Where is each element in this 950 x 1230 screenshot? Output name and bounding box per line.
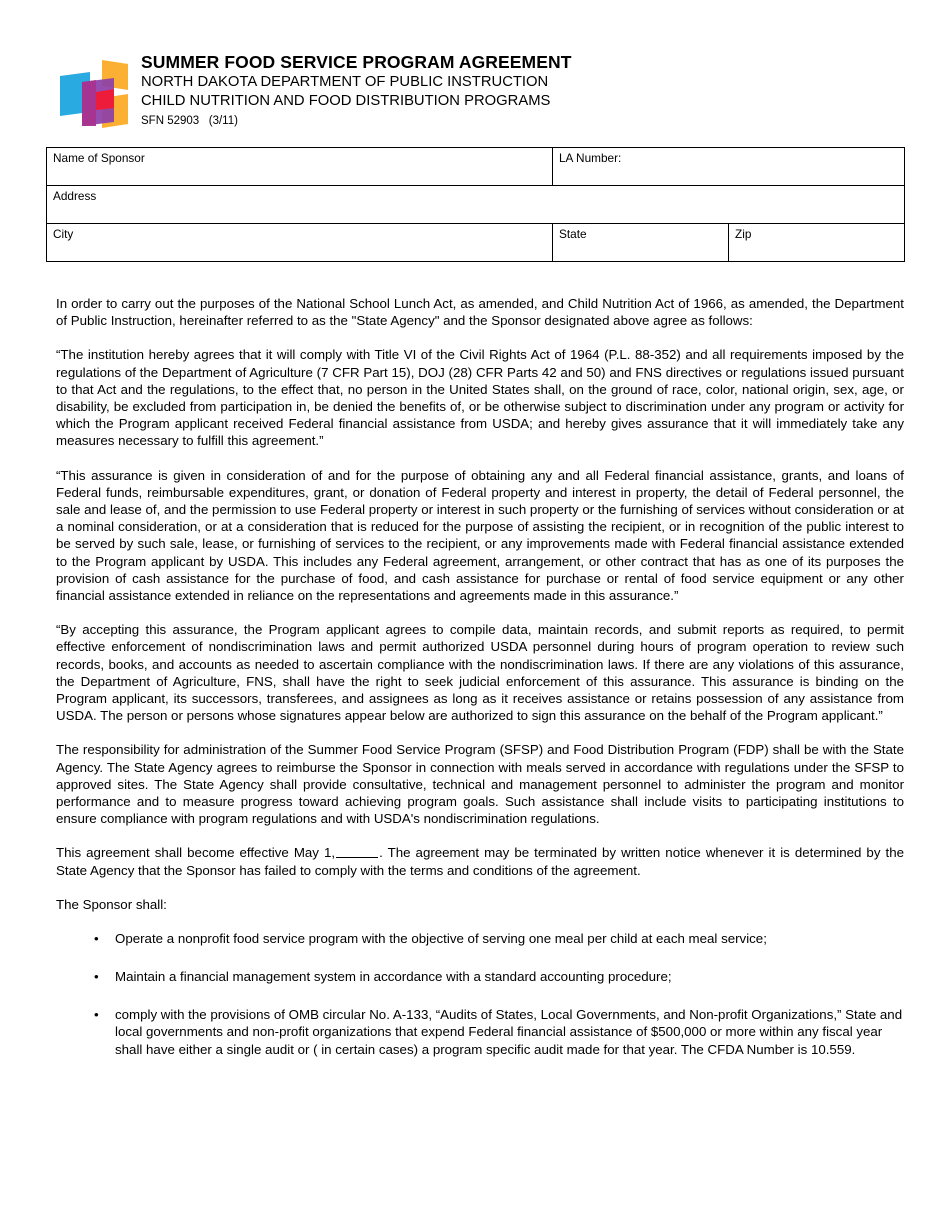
effective-year-blank[interactable] [336,857,378,858]
agency-line-1: NORTH DAKOTA DEPARTMENT OF PUBLIC INSTRUCTION [141,74,549,90]
paragraph-assurance-consideration: “This assurance is given in consideration of and for the purpose of obtaining any and all Federal financial assistance, grants, and loans of Federal funds, reimbursable expenditures, grant, or donation of Federal property and interest in property, the detail of Federal personnel, the sale and lease of, and the permission to use Federal property or interest in such property or the furnishing of services without consideration or at a nominal consideration, or at a consideration that is reduced for the purpose of assisting the recipient, or in recognition of the public interest to be served by such sale, lease, or furnishing of services to the recipient, or any improvements made with Federal financial assistance extended to the Program applicant by USDA. This includes any Federal agreement, arrangement, or other contract that has as one of its purposes the provision of cash assistance for the purchase of food, and cash assistance for purchase or rental of food service equipment or any other financial assistance extended in reliance on the representations and agreements made in this assurance.” [56,467,904,604]
document-header [56,52,896,144]
list-item [56,930,904,948]
field-city[interactable] [47,224,553,262]
paragraph-state-agency-responsibility: The responsibility for administration of the Summer Food Service Program (SFSP) and Food Distribution Program (FDP) shall be with the State Agency. The State Agency agrees to reimburse the Sponsor in connection with meals served in accordance with regulations under the SFSP to approved sites. The State Agency shall provide consultative, technical and management personnel to administer the program and monitor performance and to measure progress toward achieving program goals. Such assistance shall include visits to participating institutions to ensure compliance with program regulations and with USDA's nondiscrimination regulations. [56,742,904,827]
field-label-address: Address [53,189,97,203]
nd-dpi-logo-icon [56,58,132,134]
form-number: SFN 52903 (3/11) [141,115,238,127]
table-row [47,148,905,186]
bullet-icon: • [94,1006,99,1022]
field-label-la-number: LA Number: [559,151,622,165]
list-item-text: comply with the provisions of OMB circular No. A-133, “Audits of States, Local Governments, and Non-profit Organizations,” State and local governments and non-profit organizations that expend Federal financial assistance of $500,000 or more within any fiscal year shall have either a single audit or ( in certain cases) a program specific audit made for that year. The CFDA Number is 10.559. [115,1006,903,1058]
list-item-text: Operate a nonprofit food service program with the objective of serving one meal per child at each meal service; [115,931,767,947]
sponsor-shall-heading: The Sponsor shall: [56,896,167,912]
list-item-text: Maintain a financial management system in accordance with a standard accounting procedure; [115,968,672,984]
bullet-icon: • [94,968,99,984]
field-label-name-of-sponsor: Name of Sponsor [53,151,145,165]
page-title: SUMMER FOOD SERVICE PROGRAM AGREEMENT [141,52,572,72]
field-label-state: State [559,227,587,241]
sponsor-info-table [46,147,905,262]
effective-date-prefix: This agreement shall become effective May 1, [56,845,336,861]
field-name-of-sponsor[interactable] [47,148,553,186]
paragraph-title-vi-assurance: “The institution hereby agrees that it will comply with Title VI of the Civil Rights Act of 1964 (P.L. 88-352) and all requirements imposed by the regulations of the Department of Agriculture (7 CFR Part 15), DOJ (28) CFR Parts 42 and 50) and FNS directives or regulations issued pursuant to that Act and the regulations, to the effect that, no person in the United States shall, on the ground of race, color, national origin, sex, age, or disability, be excluded from participation in, be denied the benefits of, or be otherwise subject to discrimination under any program or activity for which the Program applicant received Federal financial assistance from USDA; and hereby gives assurance that it will immediately take any measures necessary to fulfill this agreement.” [56,347,904,449]
table-row [47,224,905,262]
paragraph-effective-date [56,844,904,878]
effective-date-suffix: . The agreement may be terminated by written notice whenever it is determined by the State Agency that the Sponsor has failed to comply with the terms and conditions of the agreement. [56,845,904,878]
field-state[interactable] [553,224,729,262]
field-la-number[interactable] [553,148,905,186]
agency-line-2: CHILD NUTRITION AND FOOD DISTRIBUTION PROGRAMS [141,93,551,109]
agreement-body [56,295,904,1079]
field-label-city: City [53,227,74,241]
field-label-zip: Zip [735,227,752,241]
field-zip[interactable] [729,224,905,262]
header-text-block [141,52,841,129]
paragraph-accepting-assurance: “By accepting this assurance, the Program applicant agrees to compile data, maintain records, and submit reports as required, to permit effective enforcement of nondiscrimination laws and permit authorized USDA personnel during hours of program operation to review such records, books, and accounts as needed to ascertain compliance with the nondiscrimination laws. If there are any violations of this assurance, the Department of Agriculture, FNS, shall have the right to seek judicial enforcement of this assurance. This assurance is binding on the Program applicant, its successors, transferees, and assignees as long as it receives assistance or retains possession of any assistance from USDA. The person or persons whose signatures appear below are authorized to sign this assurance on the behalf of the Program applicant.” [56,622,904,724]
list-item [56,1006,904,1059]
field-address[interactable] [47,186,905,224]
sponsor-obligations-list [56,930,904,1059]
bullet-icon: • [94,931,99,947]
list-item [56,968,904,986]
table-row [47,186,905,224]
paragraph-intro: In order to carry out the purposes of the National School Lunch Act, as amended, and Child Nutrition Act of 1966, as amended, the Department of Public Instruction, hereinafter referred to as the "State Agency" and the Sponsor designated above agree as follows: [56,296,904,329]
